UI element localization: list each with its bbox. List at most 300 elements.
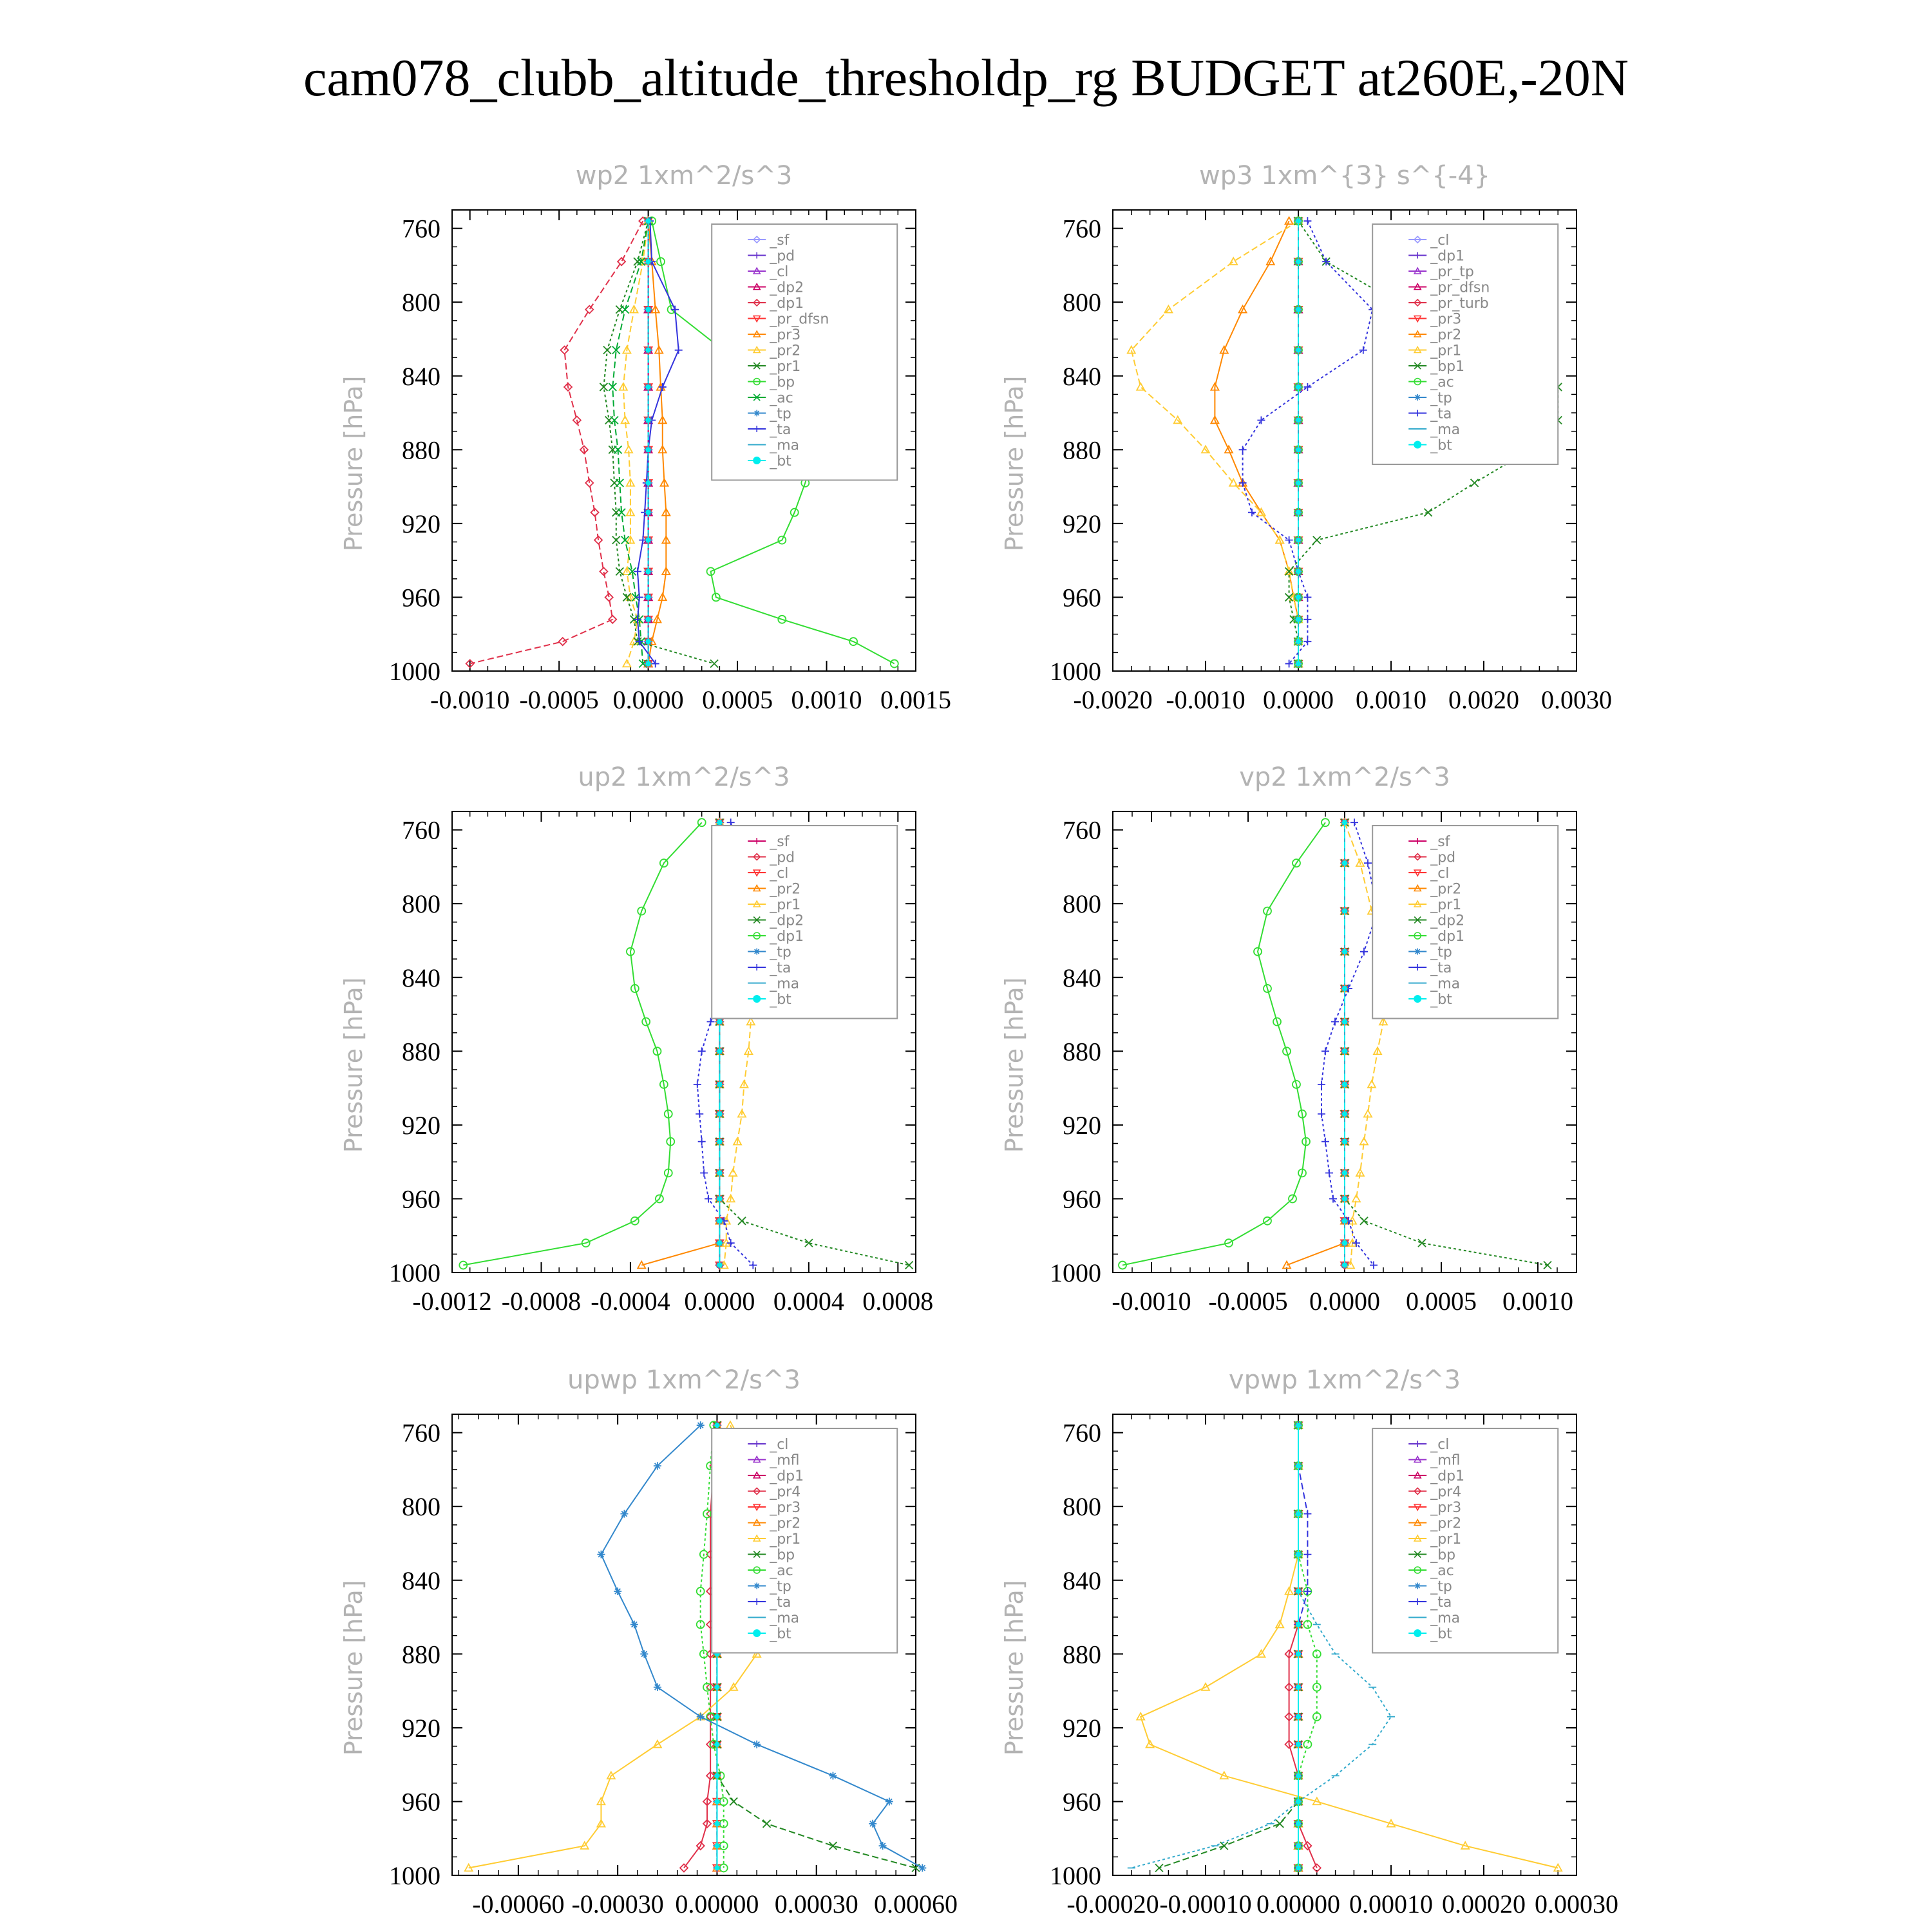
y-tick-label: 840 [1063, 963, 1101, 992]
legend-marker [1414, 441, 1421, 449]
legend-label: _dp1 [1430, 929, 1465, 945]
data-point [646, 447, 651, 452]
data-point [612, 536, 620, 544]
y-axis-label: Pressure [hPa] [339, 375, 368, 552]
data-point [1303, 1510, 1311, 1518]
legend-label: _tp [770, 1578, 791, 1595]
data-point [730, 1797, 737, 1805]
data-point [1318, 1110, 1325, 1118]
data-point [654, 1683, 661, 1691]
y-tick-label: 880 [1063, 435, 1101, 465]
data-point [1296, 1463, 1301, 1468]
legend [1372, 1428, 1558, 1653]
data-point [1296, 1423, 1301, 1428]
legend-label: _dp1 [1430, 1468, 1465, 1484]
legend-label: _pr2 [1430, 1515, 1462, 1532]
legend-label: _pr1 [770, 359, 801, 375]
data-point [1296, 1799, 1301, 1804]
data-point [1342, 820, 1347, 825]
legend-label: _tp [1430, 944, 1452, 961]
legend [1372, 224, 1558, 464]
legend-label: _ac [770, 1563, 793, 1579]
y-tick-label: 1000 [389, 1258, 440, 1287]
legend-label: _ta [1430, 406, 1452, 422]
data-point [1296, 1685, 1301, 1690]
legend-label: _bp1 [1430, 359, 1465, 375]
y-tick-label: 960 [1063, 1184, 1101, 1214]
data-point [1296, 510, 1301, 515]
y-tick-label: 920 [402, 509, 440, 538]
legend-label: _sf [770, 834, 790, 850]
series-line [1122, 822, 1325, 1265]
data-point [1296, 1866, 1301, 1871]
x-tick-label: 0.0000 [684, 1287, 755, 1316]
data-point [1296, 1714, 1301, 1719]
legend-box [712, 826, 897, 1019]
data-point [1296, 661, 1301, 667]
data-point [714, 1799, 719, 1804]
data-point [1359, 346, 1367, 354]
legend-label: _bt [770, 1626, 791, 1642]
legend-label: _ma [1430, 976, 1461, 992]
data-point [640, 1650, 648, 1658]
x-tick-label: 0.0004 [773, 1287, 844, 1316]
y-tick-label: 920 [402, 1110, 440, 1140]
data-point [1296, 594, 1301, 600]
data-point [918, 1864, 926, 1872]
legend-marker [1414, 1583, 1421, 1589]
legend-marker [753, 995, 761, 1003]
data-point [697, 1713, 705, 1721]
data-point [646, 218, 651, 223]
data-point [717, 820, 722, 825]
data-point [646, 538, 651, 543]
data-point [1257, 416, 1265, 424]
y-tick-label: 760 [402, 815, 440, 845]
legend-marker [753, 410, 760, 417]
data-point [726, 1421, 734, 1428]
panel-title: vpwp 1xm^2/s^3 [1228, 1365, 1461, 1395]
data-point [646, 617, 651, 622]
legend-label: _pr_turb [1430, 296, 1489, 312]
legend-label: _pr3 [770, 1500, 801, 1516]
data-point [646, 348, 651, 353]
legend-label: _pr2 [1430, 327, 1462, 343]
legend-label: _bt [1430, 437, 1452, 454]
y-tick-label: 1000 [389, 657, 440, 686]
series-ta [634, 217, 683, 667]
panel-5 [339, 1365, 958, 1918]
x-tick-label: -0.00030 [571, 1889, 664, 1918]
data-point [1296, 1742, 1301, 1747]
series-dp1 [466, 217, 647, 667]
legend-label: _dp1 [770, 929, 804, 945]
data-point [1303, 593, 1311, 601]
data-point [1318, 1081, 1325, 1088]
legend-label: _sf [1430, 834, 1450, 850]
data-point [1296, 417, 1301, 422]
legend-label: _pr3 [770, 327, 801, 343]
x-tick-label: 0.0005 [702, 685, 773, 714]
data-point [1296, 569, 1301, 574]
data-point [621, 306, 629, 314]
y-tick-label: 760 [1063, 1418, 1101, 1448]
y-tick-label: 880 [1063, 1640, 1101, 1669]
panel-4 [1000, 762, 1577, 1316]
series-dp1 [1119, 819, 1329, 1269]
data-point [738, 1217, 746, 1225]
data-point [869, 1820, 876, 1828]
legend-label: _ac [1430, 1563, 1454, 1579]
series-line [1132, 221, 1298, 663]
legend-label: _pr2 [770, 881, 801, 898]
y-tick-label: 800 [402, 889, 440, 919]
y-tick-label: 800 [1063, 288, 1101, 317]
data-point [697, 1421, 705, 1429]
series-pr2 [1211, 217, 1302, 667]
data-point [585, 306, 593, 314]
data-point [1350, 819, 1358, 826]
data-point [714, 1685, 719, 1690]
legend-label: _bt [770, 453, 791, 469]
legend-label: _mfl [1430, 1452, 1461, 1469]
x-tick-label: 0.00000 [675, 1889, 759, 1918]
legend-label: _pr1 [1430, 1531, 1462, 1548]
data-point [671, 306, 679, 314]
legend-marker [1414, 1629, 1421, 1637]
data-point [1342, 860, 1347, 866]
data-point [1321, 1138, 1329, 1146]
legend-label: _pr1 [770, 897, 801, 913]
data-point [1342, 1112, 1347, 1117]
data-point [1296, 1511, 1301, 1517]
data-point [646, 594, 651, 600]
legend-box [1372, 1428, 1558, 1653]
data-point [714, 1821, 719, 1826]
data-point [1248, 509, 1256, 516]
data-point [717, 1196, 722, 1201]
legend-label: _cl [770, 866, 789, 882]
y-tick-label: 960 [1063, 583, 1101, 612]
x-tick-label: 0.0030 [1541, 685, 1612, 714]
data-point [616, 567, 623, 575]
legend-label: _bt [1430, 1626, 1452, 1642]
y-tick-label: 880 [402, 1037, 440, 1066]
data-point [698, 1138, 706, 1146]
data-point [717, 1263, 722, 1268]
data-point [1155, 1864, 1163, 1872]
data-point [1342, 1218, 1347, 1224]
x-tick-label: -0.0010 [430, 685, 510, 714]
y-axis-label: Pressure [hPa] [339, 1580, 368, 1756]
x-tick-label: -0.0008 [501, 1287, 582, 1316]
legend-box [712, 1428, 897, 1653]
series-ta [1318, 819, 1381, 1269]
series-line [1132, 1425, 1391, 1868]
legend-label: _tp [770, 406, 791, 422]
legend-label: _pr4 [770, 1484, 801, 1501]
data-point [1342, 1196, 1347, 1201]
legend-label: _dp2 [1430, 913, 1465, 929]
data-point [1342, 986, 1347, 991]
data-point [618, 258, 625, 265]
data-point [1321, 1047, 1329, 1055]
legend-label: _tp [770, 944, 791, 961]
data-point [714, 1866, 719, 1871]
legend-label: _ma [1430, 422, 1461, 438]
data-point [1303, 616, 1311, 623]
legend-label: _pr1 [1430, 897, 1462, 913]
series-pr2 [1283, 819, 1349, 1268]
legend-label: _pd [1430, 849, 1456, 866]
legend-label: _bp [770, 374, 795, 391]
x-tick-label: 0.0005 [1406, 1287, 1477, 1316]
legend-marker [1414, 949, 1421, 955]
data-point [1296, 1589, 1301, 1594]
legend-marker [753, 1629, 761, 1637]
data-point [717, 1139, 722, 1144]
y-tick-label: 760 [402, 214, 440, 243]
legend-label: _bt [770, 992, 791, 1008]
data-point [646, 569, 651, 574]
legend-label: _ma [770, 1610, 800, 1627]
data-point [654, 1462, 661, 1470]
series-line [603, 221, 714, 663]
y-tick-label: 880 [1063, 1037, 1101, 1066]
data-point [698, 1047, 706, 1055]
data-point [614, 1587, 621, 1595]
series-line [1215, 221, 1298, 663]
data-point [1342, 1263, 1347, 1268]
legend-label: _ta [770, 1595, 791, 1611]
data-point [1313, 536, 1321, 544]
x-tick-label: 0.0010 [791, 685, 862, 714]
data-point [620, 1510, 628, 1518]
data-point [753, 1741, 761, 1748]
y-tick-label: 760 [1063, 815, 1101, 845]
legend-label: _cl [1430, 232, 1450, 249]
data-point [714, 1843, 719, 1848]
legend-label: _pr3 [1430, 1500, 1462, 1516]
legend-label: _sf [770, 232, 790, 249]
series-ma [1128, 1425, 1395, 1868]
data-point [1296, 447, 1301, 452]
panel-title: wp2 1xm^2/s^3 [575, 161, 793, 191]
data-point [1342, 1048, 1347, 1054]
series-dp1 [459, 819, 705, 1269]
data-point [1296, 218, 1301, 223]
y-tick-label: 840 [402, 1566, 440, 1595]
legend-marker [753, 949, 760, 955]
legend-label: _pr3 [1430, 311, 1462, 328]
legend-label: _ma [1430, 1610, 1461, 1627]
data-point [1342, 1019, 1347, 1024]
legend-label: _dp1 [770, 296, 804, 312]
panel-6 [1000, 1365, 1618, 1918]
data-point [1471, 479, 1479, 487]
data-point [763, 1820, 771, 1828]
y-tick-label: 800 [1063, 889, 1101, 919]
series-bt [1296, 1423, 1301, 1870]
series-line [1159, 1425, 1298, 1868]
legend-label: _dp2 [770, 279, 804, 296]
data-point [1303, 638, 1311, 645]
data-point [1342, 1082, 1347, 1087]
legend-box [1372, 224, 1558, 464]
data-point [646, 259, 651, 264]
data-point [717, 1170, 722, 1175]
data-point [646, 384, 651, 390]
x-tick-label: 0.0010 [1356, 685, 1426, 714]
legend [1372, 826, 1558, 1019]
data-point [1329, 1195, 1337, 1202]
panel-title: up2 1xm^2/s^3 [578, 762, 790, 792]
y-tick-label: 920 [1063, 1110, 1101, 1140]
data-point [717, 1048, 722, 1054]
data-point [829, 1842, 837, 1850]
x-tick-label: -0.0005 [519, 685, 599, 714]
y-tick-label: 1000 [1050, 1258, 1101, 1287]
data-point [714, 1773, 719, 1778]
legend-label: _cl [1430, 1437, 1450, 1453]
data-point [1425, 509, 1432, 516]
y-tick-label: 960 [1063, 1787, 1101, 1817]
legend-label: _mfl [770, 1452, 800, 1469]
data-point [714, 1742, 719, 1747]
data-point [886, 1797, 893, 1805]
y-axis-label: Pressure [hPa] [1000, 375, 1028, 552]
y-tick-label: 1000 [1050, 1861, 1101, 1890]
y-tick-label: 840 [402, 963, 440, 992]
data-point [1296, 307, 1301, 312]
legend-label: _pr1 [770, 1531, 801, 1548]
data-point [1303, 1551, 1311, 1558]
data-point [1364, 859, 1372, 867]
x-tick-label: 0.00030 [1535, 1889, 1618, 1918]
legend-box [712, 224, 897, 480]
data-point [729, 1169, 737, 1176]
x-tick-label: -0.0004 [591, 1287, 670, 1316]
legend-marker [753, 1583, 760, 1589]
data-point [1220, 1842, 1228, 1850]
data-point [714, 1714, 719, 1719]
data-point [1303, 217, 1311, 225]
y-tick-label: 920 [1063, 1713, 1101, 1743]
data-point [1296, 538, 1301, 543]
data-point [717, 1218, 722, 1224]
y-tick-label: 960 [402, 1184, 440, 1214]
legend-marker [753, 457, 761, 464]
data-point [1342, 909, 1347, 914]
data-point [636, 593, 643, 601]
data-point [1360, 948, 1368, 956]
legend-label: _bt [1430, 992, 1452, 1008]
data-point [1352, 1195, 1360, 1202]
data-point [646, 639, 651, 644]
legend [712, 826, 897, 1019]
legend-label: _bp [1430, 1547, 1456, 1564]
panel-2 [1000, 161, 1612, 714]
legend-label: _pr_dfsn [770, 311, 829, 328]
x-tick-label: -0.0005 [1208, 1287, 1288, 1316]
panel-title: upwp 1xm^2/s^3 [567, 1365, 800, 1395]
y-tick-label: 880 [402, 435, 440, 465]
data-point [1229, 258, 1237, 265]
data-point [1137, 383, 1144, 390]
x-tick-label: 0.0015 [880, 685, 951, 714]
legend-label: _pr_dfsn [1430, 279, 1490, 296]
y-tick-label: 800 [402, 288, 440, 317]
y-axis-label: Pressure [hPa] [1000, 977, 1028, 1153]
data-point [710, 660, 718, 668]
panel-title: vp2 1xm^2/s^3 [1239, 762, 1450, 792]
data-point [717, 1082, 722, 1087]
legend-label: _pr2 [1430, 881, 1462, 898]
x-tick-label: -0.0010 [1112, 1287, 1191, 1316]
series-pr2 [638, 819, 723, 1268]
y-tick-label: 1000 [1050, 657, 1101, 686]
data-point [675, 346, 683, 354]
y-tick-label: 840 [1063, 361, 1101, 391]
x-tick-label: -0.0020 [1073, 685, 1153, 714]
y-tick-label: 960 [402, 1787, 440, 1817]
legend-label: _bp [770, 1547, 795, 1564]
data-point [1296, 639, 1301, 644]
data-point [1296, 1821, 1301, 1826]
y-tick-label: 760 [402, 1418, 440, 1448]
panel-1 [339, 161, 951, 714]
data-point [603, 346, 611, 354]
data-point [694, 1081, 701, 1088]
series-ta [1239, 217, 1377, 667]
series-line [463, 822, 701, 1265]
legend-box [1372, 826, 1558, 1019]
x-tick-label: -0.00060 [472, 1889, 565, 1918]
legend-label: _ac [770, 390, 793, 406]
data-point [1303, 1741, 1311, 1748]
legend-label: _ta [1430, 1595, 1452, 1611]
y-tick-label: 960 [402, 583, 440, 612]
data-point [717, 1240, 722, 1245]
x-tick-label: 0.00060 [874, 1889, 958, 1918]
y-tick-label: 1000 [389, 1861, 440, 1890]
series-pr1 [1128, 217, 1302, 667]
data-point [1285, 217, 1293, 224]
legend-marker [1414, 394, 1421, 401]
legend-label: _pd [770, 849, 795, 866]
data-point [1331, 1018, 1339, 1025]
x-tick-label: -0.0010 [1166, 685, 1245, 714]
x-tick-label: 0.0020 [1448, 685, 1519, 714]
data-point [1342, 1170, 1347, 1175]
data-point [1239, 446, 1247, 453]
data-point [646, 510, 651, 515]
data-point [630, 1620, 638, 1628]
legend-label: _dp2 [770, 913, 804, 929]
data-point [1342, 1139, 1347, 1144]
legend-label: _pr2 [770, 1515, 801, 1532]
data-point [1296, 1552, 1301, 1557]
data-point [1342, 1240, 1347, 1245]
legend-label: _ta [1430, 960, 1452, 976]
y-tick-label: 920 [402, 1713, 440, 1743]
data-point [700, 1169, 708, 1177]
data-point [1296, 1843, 1301, 1848]
x-tick-label: 0.00020 [1442, 1889, 1526, 1918]
legend-label: _pr2 [770, 343, 801, 359]
x-tick-label: 0.00030 [774, 1889, 858, 1918]
legend-label: _tp [1430, 390, 1452, 406]
